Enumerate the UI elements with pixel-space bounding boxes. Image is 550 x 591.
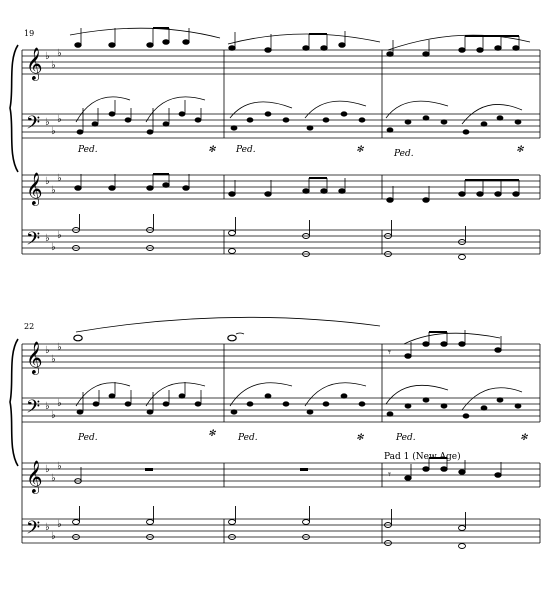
pedal-release-icon: ✻ [208,429,216,439]
svg-text:♭: ♭ [45,345,50,356]
svg-text:♭: ♭ [51,354,56,365]
treble-clef-icon: 𝄞 [26,341,43,374]
pedal-mark: Ped. [78,145,98,155]
piano-brace [10,339,18,466]
svg-text:𝄾: 𝄾 [388,468,391,481]
piano-bass-arpeggios-sys1 [76,97,522,134]
svg-text:♭: ♭ [51,531,56,542]
svg-text:♭: ♭ [57,173,62,184]
pad-treble-notes-sys1 [75,174,520,202]
system-2 [10,317,540,548]
svg-text:♭: ♭ [45,51,50,62]
staff-pad-treble [22,463,540,487]
pad-bass-chords-sys1 [73,214,466,260]
staff-pad-bass [22,230,540,254]
svg-text:𝄾: 𝄾 [388,346,391,359]
svg-text:♭: ♭ [51,242,56,253]
pedal-release-icon: ✻ [356,145,364,155]
barlines [224,50,540,254]
svg-text:♭: ♭ [45,117,50,128]
svg-text:♭: ♭ [57,230,62,241]
svg-text:♭: ♭ [45,522,50,533]
pedal-mark: Ped. [394,149,414,159]
svg-text:♭: ♭ [51,185,56,196]
pedal-release-icon: ✻ [520,433,528,443]
staff-piano-treble [22,344,540,368]
svg-text:♭: ♭ [45,233,50,244]
bass-clef-icon: 𝄢 [26,229,41,254]
staff-piano-bass [22,114,540,138]
bass-clef-icon: 𝄢 [26,113,41,138]
svg-text:♭: ♭ [57,461,62,472]
svg-text:♭: ♭ [45,176,50,187]
bass-clef-icon: 𝄢 [26,518,41,543]
svg-text:♭: ♭ [57,398,62,409]
measure-number-22: 22 [24,322,35,331]
pedal-mark: Ped. [78,433,98,443]
svg-text:♭: ♭ [57,342,62,353]
treble-clef-icon: 𝄞 [26,47,43,80]
pedal-mark: Ped. [396,433,416,443]
svg-text:♭: ♭ [45,401,50,412]
pedal-release-icon: ✻ [516,145,524,155]
pedal-release-icon: ✻ [208,145,216,155]
staff-piano-treble [22,50,540,74]
pad-bass-chords-sys2 [73,506,466,549]
pedal-mark: Ped. [238,433,258,443]
piano-treble-notes-m19 [70,28,220,47]
svg-text:♭: ♭ [51,473,56,484]
key-signature-flats [45,342,62,542]
piano-brace [10,45,18,172]
system-1 [10,28,540,260]
treble-clef-icon: 𝄞 [26,172,43,205]
svg-text:♭: ♭ [57,114,62,125]
svg-text:♭: ♭ [51,60,56,71]
svg-text:♭: ♭ [57,48,62,59]
pedal-release-icon: ✻ [356,433,364,443]
svg-text:♭: ♭ [57,519,62,530]
svg-text:♭: ♭ [51,410,56,421]
staff-pad-bass [22,519,540,543]
svg-text:♭: ♭ [51,126,56,137]
treble-clef-icon: 𝄞 [26,460,43,493]
bass-clef-icon: 𝄢 [26,397,41,422]
piano-treble-notes-m20 [228,31,380,52]
svg-text:♭: ♭ [45,464,50,475]
pedal-mark: Ped. [236,145,256,155]
measure-number-19: 19 [24,29,35,38]
piano-bass-arpeggios-sys2 [76,382,522,418]
piano-treble-notes-m21 [387,35,530,56]
barlines [224,344,540,543]
piano-treble-notes-sys2 [74,317,502,359]
key-signature-flats [45,48,62,253]
instrument-label: Pad 1 (New Age) [384,452,461,462]
